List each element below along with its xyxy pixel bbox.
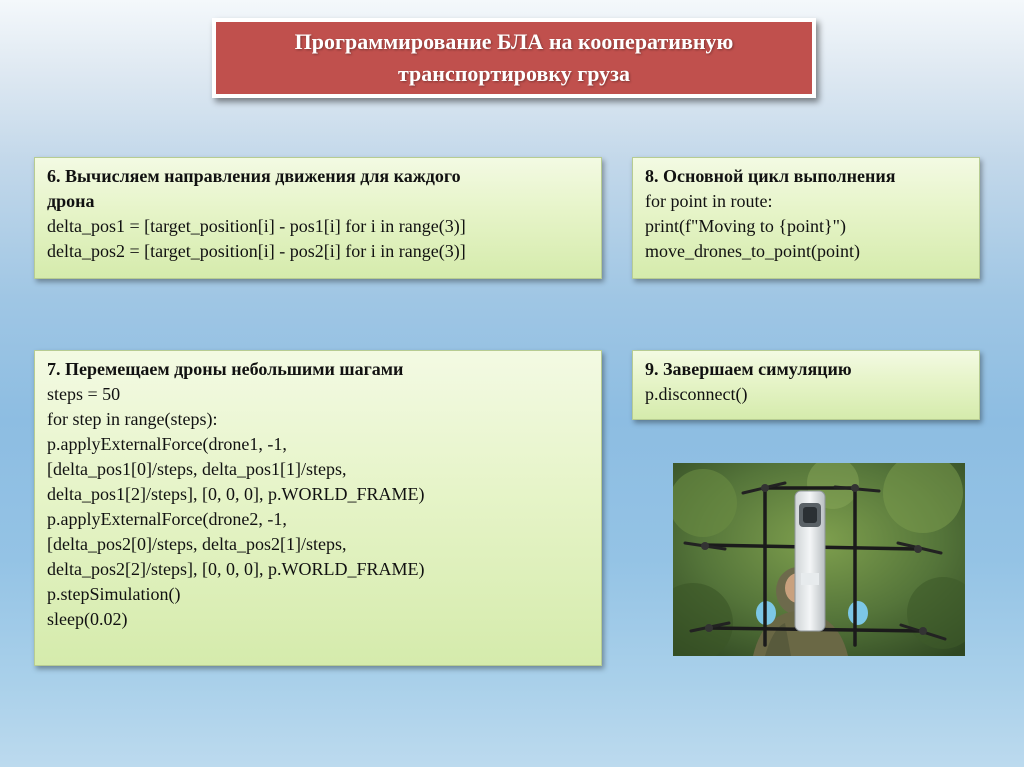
step-9-panel (632, 350, 980, 420)
code-line: sleep(0.02) (47, 609, 128, 629)
step-6-panel (34, 157, 602, 279)
code-line: steps = 50 (47, 384, 121, 404)
code-line: for point in route: (645, 191, 773, 211)
code-line: move_drones_to_point(point) (645, 241, 860, 261)
step-8-panel (632, 157, 980, 279)
slide-title-line-2: транспортировку груза (397, 61, 631, 86)
step-7-panel (34, 350, 602, 666)
code-line: for step in range(steps): (47, 409, 218, 429)
code-line: delta_pos2[2]/steps], [0, 0, 0], p.WORLD_FRAME) (47, 559, 425, 579)
drone-photo (673, 463, 965, 656)
step-9-heading: 9. Завершаем симуляцию (645, 359, 852, 379)
code-line: [delta_pos1[0]/steps, delta_pos1[1]/steps, (47, 459, 347, 479)
code-line: delta_pos1[2]/steps], [0, 0, 0], p.WORLD_FRAME) (47, 484, 425, 504)
slide-title-line-1: Программирование БЛА на кооперативную (294, 29, 734, 54)
code-line: delta_pos2 = [target_position[i] - pos2[i] for i in range(3)] (47, 241, 466, 261)
code-line: delta_pos1 = [target_position[i] - pos1[i] for i in range(3)] (47, 216, 466, 236)
code-line: [delta_pos2[0]/steps, delta_pos2[1]/steps, (47, 534, 347, 554)
code-line: p.applyExternalForce(drone2, -1, (47, 509, 287, 529)
step-8-heading: 8. Основной цикл выполнения (645, 166, 896, 186)
code-line: p.stepSimulation() (47, 584, 181, 604)
step-7-heading: 7. Перемещаем дроны небольшими шагами (47, 359, 404, 379)
code-line: print(f"Moving to {point}") (645, 216, 846, 236)
step-6-heading-line-2: дрона (47, 191, 95, 211)
slide-title (212, 18, 816, 98)
step-6-heading-line-1: 6. Вычисляем направления движения для каждого (47, 166, 461, 186)
code-line: p.applyExternalForce(drone1, -1, (47, 434, 287, 454)
code-line: p.disconnect() (645, 384, 748, 404)
